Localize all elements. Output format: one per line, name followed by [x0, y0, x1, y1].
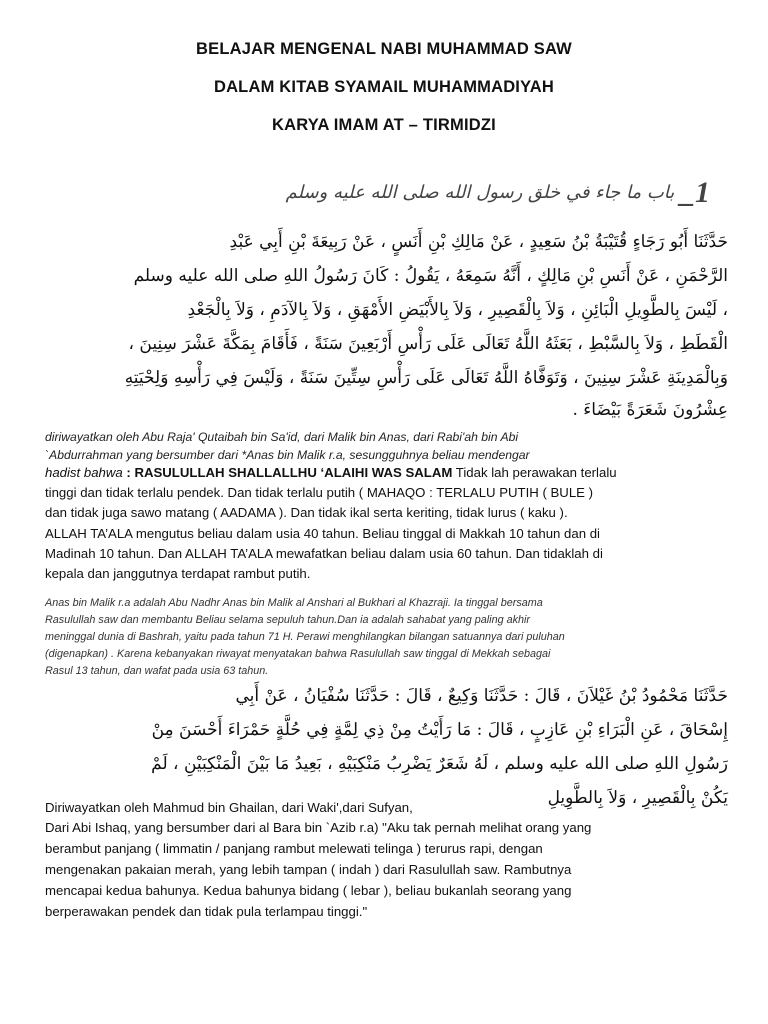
hadith1-intro-italic: hadist bahwa	[45, 465, 123, 480]
hadith1-note-line: meninggal dunia di Bashrah, yaitu pada tahun 71 H. Perawi menghilangkan bilangan satuannya dari puluhan	[45, 631, 565, 643]
hadith1-note-line: Rasul 13 tahun, dan wafat pada usia 63 tahun.	[45, 665, 269, 677]
title-line-1: BELAJAR MENGENAL NABI MUHAMMAD SAW	[196, 40, 572, 58]
hadith2-body-line: Dari Abi Ishaq, yang bersumber dari al Bara bin `Azib r.a) "Aku tak pernah melihat orang yang	[45, 820, 592, 835]
hadith1-note-line: Anas bin Malik r.a adalah Abu Nadhr Anas bin Malik al Anshari al Bukhari al Khazraji. Ia tinggal bersama	[45, 597, 543, 609]
chapter-number: 1_	[680, 176, 710, 209]
hadith1-intro-tail: Tidak lah perawakan terlalu	[452, 465, 617, 480]
hadith1-body-line: ALLAH TA’ALA mengutus beliau dalam usia 40 tahun. Beliau tinggal di Makkah 10 tahun dan di	[45, 526, 600, 541]
chapter-heading	[40, 176, 710, 210]
hadith1-intro-mixed-line	[45, 465, 735, 480]
hadith1-intro-line: diriwayatkan oleh Abu Raja' Qutaibah bin Sa'id, dari Malik bin Anas, dari Rabi'ah bin Abi	[45, 430, 519, 444]
hadith1-arabic-line: عِشْرُونَ شَعَرَةً بَيْضَاءَ .	[572, 400, 728, 420]
hadith2-body-line: mencapai kedua bahunya. Kedua bahunya bidang ( lebar ), beliau bukanlah seorang yang	[45, 883, 572, 898]
hadith1-body-line: dan tidak juga sawo matang ( AADAMA ). Dan tidak ikal serta keriting, tidak lurus ( kaku ).	[45, 505, 568, 520]
hadith1-body-line: kepala dan janggutnya terdapat rambut putih.	[45, 566, 311, 581]
hadith1-intro-line: `Abdurrahman yang bersumber dari *Anas bin Malik r.a, sesungguhnya beliau mendengar	[45, 448, 530, 462]
hadith2-arabic-line: إِسْحَاقَ ، عَنِ الْبَرَاءِ بْنِ عَازِبٍ ، قَالَ : مَا رَأَيْتُ مِنْ ذِي لِمَّةٍ فِي حُلَّةٍ حَمْرَاءَ أَحْسَنَ مِنْ	[151, 720, 728, 740]
hadith1-body-line: Madinah 10 tahun. Dan ALLAH TA’ALA mewafatkan beliau dalam usia 60 tahun. Dan tidaklah di	[45, 546, 603, 561]
hadith2-body-line: Diriwayatkan oleh Mahmud bin Ghailan, dari Waki',dari Sufyan,	[45, 800, 413, 815]
hadith2-arabic-line: يَكُنْ بِالْقَصِيرِ ، وَلاَ بِالطَّوِيلِ	[547, 788, 728, 808]
hadith1-arabic-line: الرَّحْمَنِ ، عَنْ أَنَسِ بْنِ مَالِكٍ ، أَنَّهُ سَمِعَهُ ، يَقُولُ : كَانَ رَسُولُ اللهِ صلى الله عليه وسلم	[133, 266, 728, 286]
hadith1-body-line: tinggi dan tidak terlalu pendek. Dan tidak terlalu putih ( MAHAQO : TERLALU PUTIH ( BULE )	[45, 485, 594, 500]
hadith2-body-line: berambut panjang ( limmatin / panjang rambut melewati telinga ) terurus rapi, dengan	[45, 841, 543, 856]
hadith2-arabic-line: حَدَّثَنَا مَحْمُودُ بْنُ غَيْلاَنَ ، قَالَ : حَدَّثَنَا وَكِيعٌ ، قَالَ : حَدَّثَنَا سُفْيَانُ ، عَنْ أَبِي	[235, 686, 728, 706]
hadith1-intro-bold: : RASULULLAH SHALLALLHU ‘ALAIHI WAS SALAM	[122, 465, 453, 480]
hadith1-note-line: (digenapkan) . Karena kebanyakan riwayat menyatakan bahwa Rasulullah saw tinggal di Mekkah sebagai	[45, 648, 551, 660]
hadith1-note-line: Rasulullah saw dan membantu Beliau selama sepuluh tahun.Dan ia adalah sahabat yang paling akhir	[45, 614, 530, 626]
hadith1-arabic-line: حَدَّثَنَا أَبُو رَجَاءٍ قُتَيْبَةُ بْنُ سَعِيدٍ ، عَنْ مَالِكِ بْنِ أَنَسٍ ، عَنْ رَبِيعَةَ بْنِ أَبِي عَبْدِ	[229, 232, 728, 252]
hadith2-body-line: berperawakan pendek dan tidak pula terlampau tinggi."	[45, 904, 368, 919]
chapter-title: باب ما جاء في خلق رسول الله صلى الله عليه وسلم	[285, 182, 675, 203]
hadith1-arabic-line: الْقَطَطِ ، وَلاَ بِالسَّبْطِ ، بَعَثَهُ اللَّهُ تَعَالَى عَلَى رَأْسِ أَرْبَعِينَ سَنَةً ، فَأَقَامَ بِمَكَّةَ عَشْرَ سِنِينَ ،	[128, 334, 728, 354]
hadith1-arabic-line: وَبِالْمَدِينَةِ عَشْرَ سِنِينَ ، وَتَوَفَّاهُ اللَّهُ تَعَالَى عَلَى رَأْسِ سِتِّينَ سَنَةً ، وَلَيْسَ فِي رَأْسِهِ وَلِحْيَتِهِ	[124, 368, 728, 388]
hadith2-body-line: mengenakan pakaian merah, yang lebih tampan ( indah ) dari Rasulullah saw. Rambutnya	[45, 862, 572, 877]
hadith1-arabic-line: ، لَيْسَ بِالطَّوِيلِ الْبَائِنِ ، وَلاَ بِالْقَصِيرِ ، وَلاَ بِالأَبْيَضِ الأَمْهَقِ ، وَلاَ بِالآدَمِ ، وَلاَ بِالْجَعْدِ	[187, 300, 728, 320]
title-line-2: DALAM KITAB SYAMAIL MUHAMMADIYAH	[213, 78, 555, 96]
title-line-3: KARYA IMAM AT – TIRMIDZI	[272, 116, 496, 134]
hadith2-arabic-line: رَسُولِ اللهِ صلى الله عليه وسلم ، لَهُ شَعَرٌ يَضْرِبُ مَنْكِبَيْهِ ، بَعِيدُ مَا بَيْنَ الْمَنْكِبَيْنِ ، لَمْ	[151, 754, 728, 774]
